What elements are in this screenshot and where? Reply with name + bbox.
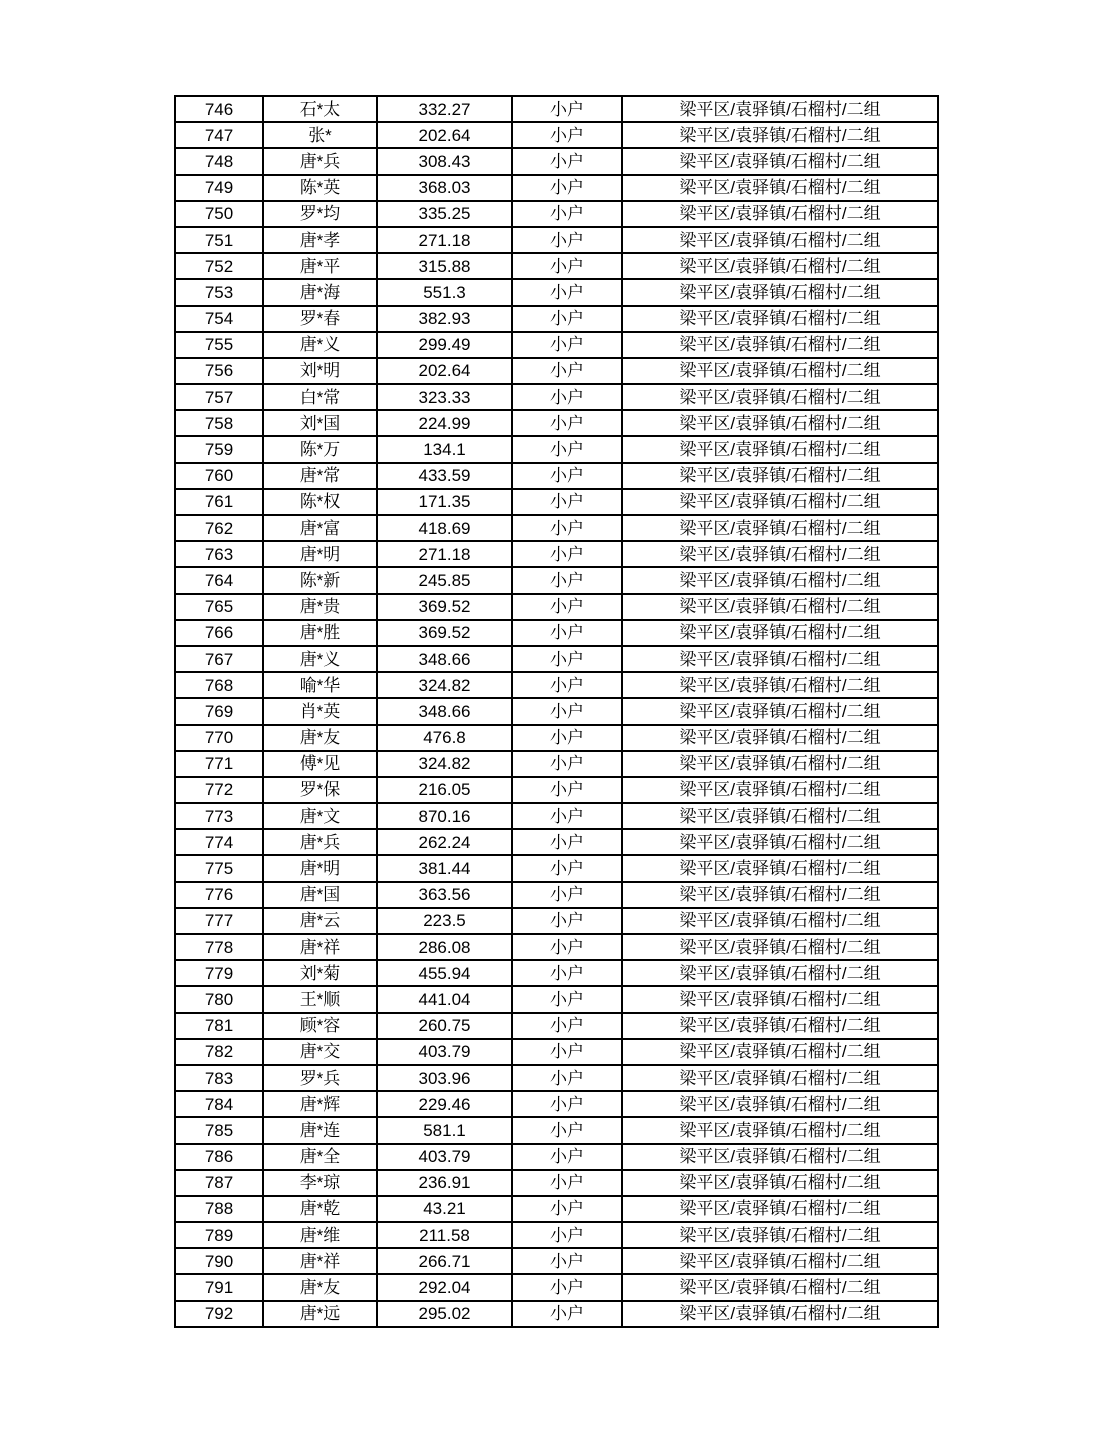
cell-serial: 777 <box>175 908 263 934</box>
table-row <box>175 410 938 436</box>
cell-name: 唐*兵 <box>263 148 377 174</box>
cell-name: 唐*富 <box>263 515 377 541</box>
cell-serial: 763 <box>175 541 263 567</box>
table-row <box>175 227 938 253</box>
table-row <box>175 1039 938 1065</box>
table-row <box>175 829 938 855</box>
cell-household-type: 小户 <box>512 594 622 620</box>
cell-name: 唐*祥 <box>263 1248 377 1274</box>
cell-household-type: 小户 <box>512 279 622 305</box>
table-row <box>175 646 938 672</box>
cell-serial: 766 <box>175 620 263 646</box>
table-row <box>175 777 938 803</box>
cell-area: 236.91 <box>377 1170 512 1196</box>
cell-household-type: 小户 <box>512 1274 622 1300</box>
cell-household-type: 小户 <box>512 306 622 332</box>
cell-serial: 784 <box>175 1091 263 1117</box>
cell-serial: 759 <box>175 436 263 462</box>
cell-household-type: 小户 <box>512 332 622 358</box>
cell-household-type: 小户 <box>512 384 622 410</box>
cell-address: 梁平区/袁驿镇/石榴村/二组 <box>622 541 938 567</box>
cell-address: 梁平区/袁驿镇/石榴村/二组 <box>622 567 938 593</box>
cell-address: 梁平区/袁驿镇/石榴村/二组 <box>622 646 938 672</box>
cell-serial: 782 <box>175 1039 263 1065</box>
cell-area: 245.85 <box>377 567 512 593</box>
cell-serial: 756 <box>175 358 263 384</box>
cell-serial: 780 <box>175 986 263 1012</box>
table-row <box>175 567 938 593</box>
cell-area: 324.82 <box>377 672 512 698</box>
cell-area: 455.94 <box>377 960 512 986</box>
cell-address: 梁平区/袁驿镇/石榴村/二组 <box>622 1144 938 1170</box>
cell-area: 381.44 <box>377 855 512 881</box>
cell-serial: 748 <box>175 148 263 174</box>
cell-serial: 767 <box>175 646 263 672</box>
cell-household-type: 小户 <box>512 1065 622 1091</box>
cell-address: 梁平区/袁驿镇/石榴村/二组 <box>622 96 938 122</box>
table-row <box>175 515 938 541</box>
cell-name: 肖*英 <box>263 698 377 724</box>
cell-area: 229.46 <box>377 1091 512 1117</box>
table-row <box>175 1091 938 1117</box>
cell-area: 303.96 <box>377 1065 512 1091</box>
cell-serial: 754 <box>175 306 263 332</box>
cell-address: 梁平区/袁驿镇/石榴村/二组 <box>622 489 938 515</box>
cell-name: 唐*连 <box>263 1117 377 1143</box>
table-row <box>175 96 938 122</box>
table-row <box>175 384 938 410</box>
cell-household-type: 小户 <box>512 1170 622 1196</box>
cell-name: 唐*明 <box>263 855 377 881</box>
cell-household-type: 小户 <box>512 829 622 855</box>
table-row <box>175 1065 938 1091</box>
cell-name: 唐*友 <box>263 725 377 751</box>
cell-area: 202.64 <box>377 358 512 384</box>
cell-area: 224.99 <box>377 410 512 436</box>
table-row <box>175 306 938 332</box>
cell-address: 梁平区/袁驿镇/石榴村/二组 <box>622 882 938 908</box>
cell-household-type: 小户 <box>512 803 622 829</box>
cell-household-type: 小户 <box>512 1222 622 1248</box>
cell-area: 368.03 <box>377 175 512 201</box>
table-row <box>175 201 938 227</box>
cell-address: 梁平区/袁驿镇/石榴村/二组 <box>622 201 938 227</box>
cell-address: 梁平区/袁驿镇/石榴村/二组 <box>622 751 938 777</box>
cell-serial: 764 <box>175 567 263 593</box>
cell-area: 870.16 <box>377 803 512 829</box>
cell-household-type: 小户 <box>512 1196 622 1222</box>
cell-address: 梁平区/袁驿镇/石榴村/二组 <box>622 803 938 829</box>
cell-serial: 786 <box>175 1144 263 1170</box>
cell-serial: 790 <box>175 1248 263 1274</box>
cell-household-type: 小户 <box>512 1144 622 1170</box>
cell-area: 348.66 <box>377 698 512 724</box>
cell-serial: 768 <box>175 672 263 698</box>
cell-area: 292.04 <box>377 1274 512 1300</box>
cell-serial: 755 <box>175 332 263 358</box>
cell-household-type: 小户 <box>512 672 622 698</box>
cell-serial: 778 <box>175 934 263 960</box>
table-row <box>175 175 938 201</box>
cell-serial: 779 <box>175 960 263 986</box>
cell-address: 梁平区/袁驿镇/石榴村/二组 <box>622 725 938 751</box>
cell-name: 李*琼 <box>263 1170 377 1196</box>
cell-name: 刘*明 <box>263 358 377 384</box>
cell-household-type: 小户 <box>512 1039 622 1065</box>
table-row <box>175 1196 938 1222</box>
cell-area: 315.88 <box>377 253 512 279</box>
cell-name: 唐*乾 <box>263 1196 377 1222</box>
table-row <box>175 986 938 1012</box>
cell-serial: 757 <box>175 384 263 410</box>
cell-address: 梁平区/袁驿镇/石榴村/二组 <box>622 279 938 305</box>
cell-serial: 769 <box>175 698 263 724</box>
cell-serial: 751 <box>175 227 263 253</box>
cell-serial: 792 <box>175 1301 263 1327</box>
cell-household-type: 小户 <box>512 620 622 646</box>
cell-area: 433.59 <box>377 463 512 489</box>
cell-name: 顾*容 <box>263 1013 377 1039</box>
cell-area: 581.1 <box>377 1117 512 1143</box>
cell-serial: 772 <box>175 777 263 803</box>
cell-name: 唐*辉 <box>263 1091 377 1117</box>
cell-household-type: 小户 <box>512 986 622 1012</box>
cell-household-type: 小户 <box>512 175 622 201</box>
cell-area: 382.93 <box>377 306 512 332</box>
cell-household-type: 小户 <box>512 1117 622 1143</box>
cell-address: 梁平区/袁驿镇/石榴村/二组 <box>622 1248 938 1274</box>
cell-address: 梁平区/袁驿镇/石榴村/二组 <box>622 436 938 462</box>
table-row <box>175 541 938 567</box>
cell-name: 喻*华 <box>263 672 377 698</box>
cell-address: 梁平区/袁驿镇/石榴村/二组 <box>622 1117 938 1143</box>
table-row <box>175 751 938 777</box>
table-row <box>175 489 938 515</box>
cell-area: 295.02 <box>377 1301 512 1327</box>
cell-household-type: 小户 <box>512 777 622 803</box>
table-row <box>175 908 938 934</box>
cell-address: 梁平区/袁驿镇/石榴村/二组 <box>622 358 938 384</box>
cell-name: 罗*兵 <box>263 1065 377 1091</box>
table-row <box>175 855 938 881</box>
cell-household-type: 小户 <box>512 122 622 148</box>
cell-name: 唐*兵 <box>263 829 377 855</box>
cell-household-type: 小户 <box>512 725 622 751</box>
cell-area: 441.04 <box>377 986 512 1012</box>
table-row <box>175 1013 938 1039</box>
cell-area: 369.52 <box>377 620 512 646</box>
table-row <box>175 725 938 751</box>
cell-name: 唐*全 <box>263 1144 377 1170</box>
cell-area: 403.79 <box>377 1144 512 1170</box>
cell-area: 211.58 <box>377 1222 512 1248</box>
table-row <box>175 148 938 174</box>
cell-serial: 747 <box>175 122 263 148</box>
table-row <box>175 1222 938 1248</box>
cell-address: 梁平区/袁驿镇/石榴村/二组 <box>622 122 938 148</box>
cell-address: 梁平区/袁驿镇/石榴村/二组 <box>622 148 938 174</box>
cell-address: 梁平区/袁驿镇/石榴村/二组 <box>622 332 938 358</box>
cell-household-type: 小户 <box>512 515 622 541</box>
cell-area: 271.18 <box>377 541 512 567</box>
cell-household-type: 小户 <box>512 567 622 593</box>
cell-serial: 773 <box>175 803 263 829</box>
cell-area: 43.21 <box>377 1196 512 1222</box>
cell-household-type: 小户 <box>512 436 622 462</box>
table-row <box>175 1274 938 1300</box>
cell-address: 梁平区/袁驿镇/石榴村/二组 <box>622 515 938 541</box>
cell-name: 唐*国 <box>263 882 377 908</box>
cell-household-type: 小户 <box>512 96 622 122</box>
cell-household-type: 小户 <box>512 908 622 934</box>
cell-serial: 776 <box>175 882 263 908</box>
cell-household-type: 小户 <box>512 934 622 960</box>
cell-serial: 775 <box>175 855 263 881</box>
cell-name: 唐*明 <box>263 541 377 567</box>
cell-area: 308.43 <box>377 148 512 174</box>
cell-address: 梁平区/袁驿镇/石榴村/二组 <box>622 1091 938 1117</box>
table-row <box>175 594 938 620</box>
cell-address: 梁平区/袁驿镇/石榴村/二组 <box>622 227 938 253</box>
cell-name: 唐*海 <box>263 279 377 305</box>
cell-name: 罗*春 <box>263 306 377 332</box>
cell-serial: 758 <box>175 410 263 436</box>
cell-name: 唐*孝 <box>263 227 377 253</box>
cell-household-type: 小户 <box>512 201 622 227</box>
table-row <box>175 1248 938 1274</box>
cell-name: 罗*均 <box>263 201 377 227</box>
cell-household-type: 小户 <box>512 541 622 567</box>
table-row <box>175 1144 938 1170</box>
cell-area: 266.71 <box>377 1248 512 1274</box>
cell-name: 唐*文 <box>263 803 377 829</box>
cell-area: 403.79 <box>377 1039 512 1065</box>
cell-name: 傅*见 <box>263 751 377 777</box>
cell-name: 白*常 <box>263 384 377 410</box>
table-row <box>175 882 938 908</box>
cell-address: 梁平区/袁驿镇/石榴村/二组 <box>622 1013 938 1039</box>
cell-household-type: 小户 <box>512 358 622 384</box>
cell-address: 梁平区/袁驿镇/石榴村/二组 <box>622 829 938 855</box>
cell-name: 王*顺 <box>263 986 377 1012</box>
cell-area: 335.25 <box>377 201 512 227</box>
cell-area: 134.1 <box>377 436 512 462</box>
table-row <box>175 672 938 698</box>
cell-name: 石*太 <box>263 96 377 122</box>
cell-address: 梁平区/袁驿镇/石榴村/二组 <box>622 1196 938 1222</box>
table-row <box>175 463 938 489</box>
cell-serial: 765 <box>175 594 263 620</box>
cell-serial: 753 <box>175 279 263 305</box>
cell-household-type: 小户 <box>512 410 622 436</box>
cell-household-type: 小户 <box>512 1013 622 1039</box>
cell-name: 唐*维 <box>263 1222 377 1248</box>
table-row <box>175 279 938 305</box>
cell-area: 299.49 <box>377 332 512 358</box>
cell-household-type: 小户 <box>512 489 622 515</box>
cell-name: 陈*英 <box>263 175 377 201</box>
cell-area: 216.05 <box>377 777 512 803</box>
cell-name: 刘*菊 <box>263 960 377 986</box>
cell-address: 梁平区/袁驿镇/石榴村/二组 <box>622 1274 938 1300</box>
cell-address: 梁平区/袁驿镇/石榴村/二组 <box>622 175 938 201</box>
cell-address: 梁平区/袁驿镇/石榴村/二组 <box>622 384 938 410</box>
table-row <box>175 620 938 646</box>
cell-address: 梁平区/袁驿镇/石榴村/二组 <box>622 934 938 960</box>
cell-serial: 774 <box>175 829 263 855</box>
records-table <box>174 95 939 1328</box>
cell-serial: 781 <box>175 1013 263 1039</box>
cell-name: 唐*交 <box>263 1039 377 1065</box>
table-row <box>175 436 938 462</box>
cell-address: 梁平区/袁驿镇/石榴村/二组 <box>622 908 938 934</box>
cell-address: 梁平区/袁驿镇/石榴村/二组 <box>622 1222 938 1248</box>
table-row <box>175 1117 938 1143</box>
cell-area: 348.66 <box>377 646 512 672</box>
cell-area: 363.56 <box>377 882 512 908</box>
cell-household-type: 小户 <box>512 1301 622 1327</box>
cell-serial: 750 <box>175 201 263 227</box>
cell-household-type: 小户 <box>512 227 622 253</box>
cell-household-type: 小户 <box>512 646 622 672</box>
cell-area: 271.18 <box>377 227 512 253</box>
cell-household-type: 小户 <box>512 463 622 489</box>
cell-address: 梁平区/袁驿镇/石榴村/二组 <box>622 306 938 332</box>
cell-name: 张* <box>263 122 377 148</box>
cell-serial: 746 <box>175 96 263 122</box>
cell-address: 梁平区/袁驿镇/石榴村/二组 <box>622 1039 938 1065</box>
cell-name: 唐*贵 <box>263 594 377 620</box>
cell-address: 梁平区/袁驿镇/石榴村/二组 <box>622 594 938 620</box>
cell-area: 324.82 <box>377 751 512 777</box>
cell-household-type: 小户 <box>512 751 622 777</box>
cell-household-type: 小户 <box>512 855 622 881</box>
cell-serial: 791 <box>175 1274 263 1300</box>
table-row <box>175 1301 938 1327</box>
cell-address: 梁平区/袁驿镇/石榴村/二组 <box>622 672 938 698</box>
cell-serial: 771 <box>175 751 263 777</box>
table-row <box>175 253 938 279</box>
cell-serial: 787 <box>175 1170 263 1196</box>
cell-address: 梁平区/袁驿镇/石榴村/二组 <box>622 1170 938 1196</box>
table-row <box>175 1170 938 1196</box>
cell-area: 202.64 <box>377 122 512 148</box>
cell-serial: 749 <box>175 175 263 201</box>
cell-address: 梁平区/袁驿镇/石榴村/二组 <box>622 463 938 489</box>
cell-address: 梁平区/袁驿镇/石榴村/二组 <box>622 960 938 986</box>
cell-area: 262.24 <box>377 829 512 855</box>
cell-name: 唐*胜 <box>263 620 377 646</box>
table-row <box>175 698 938 724</box>
table-row <box>175 960 938 986</box>
cell-address: 梁平区/袁驿镇/石榴村/二组 <box>622 620 938 646</box>
cell-area: 223.5 <box>377 908 512 934</box>
cell-name: 刘*国 <box>263 410 377 436</box>
cell-serial: 785 <box>175 1117 263 1143</box>
cell-name: 唐*义 <box>263 646 377 672</box>
cell-name: 唐*云 <box>263 908 377 934</box>
cell-household-type: 小户 <box>512 148 622 174</box>
cell-area: 171.35 <box>377 489 512 515</box>
cell-address: 梁平区/袁驿镇/石榴村/二组 <box>622 986 938 1012</box>
cell-address: 梁平区/袁驿镇/石榴村/二组 <box>622 410 938 436</box>
cell-serial: 752 <box>175 253 263 279</box>
cell-area: 369.52 <box>377 594 512 620</box>
cell-household-type: 小户 <box>512 1248 622 1274</box>
cell-household-type: 小户 <box>512 960 622 986</box>
cell-serial: 789 <box>175 1222 263 1248</box>
cell-address: 梁平区/袁驿镇/石榴村/二组 <box>622 698 938 724</box>
cell-name: 唐*平 <box>263 253 377 279</box>
cell-serial: 762 <box>175 515 263 541</box>
table-row <box>175 122 938 148</box>
cell-area: 286.08 <box>377 934 512 960</box>
cell-name: 陈*新 <box>263 567 377 593</box>
table-row <box>175 934 938 960</box>
cell-address: 梁平区/袁驿镇/石榴村/二组 <box>622 855 938 881</box>
table-row <box>175 803 938 829</box>
cell-household-type: 小户 <box>512 253 622 279</box>
cell-name: 陈*万 <box>263 436 377 462</box>
cell-serial: 788 <box>175 1196 263 1222</box>
cell-name: 陈*权 <box>263 489 377 515</box>
cell-name: 唐*祥 <box>263 934 377 960</box>
cell-area: 260.75 <box>377 1013 512 1039</box>
cell-name: 唐*义 <box>263 332 377 358</box>
cell-address: 梁平区/袁驿镇/石榴村/二组 <box>622 253 938 279</box>
table-row <box>175 332 938 358</box>
cell-household-type: 小户 <box>512 698 622 724</box>
cell-address: 梁平区/袁驿镇/石榴村/二组 <box>622 1065 938 1091</box>
cell-name: 唐*常 <box>263 463 377 489</box>
cell-name: 唐*友 <box>263 1274 377 1300</box>
cell-serial: 760 <box>175 463 263 489</box>
cell-household-type: 小户 <box>512 1091 622 1117</box>
cell-name: 唐*远 <box>263 1301 377 1327</box>
table-row <box>175 358 938 384</box>
cell-area: 476.8 <box>377 725 512 751</box>
cell-area: 332.27 <box>377 96 512 122</box>
cell-serial: 783 <box>175 1065 263 1091</box>
cell-area: 418.69 <box>377 515 512 541</box>
cell-address: 梁平区/袁驿镇/石榴村/二组 <box>622 1301 938 1327</box>
cell-area: 551.3 <box>377 279 512 305</box>
cell-serial: 770 <box>175 725 263 751</box>
cell-household-type: 小户 <box>512 882 622 908</box>
cell-address: 梁平区/袁驿镇/石榴村/二组 <box>622 777 938 803</box>
records-table-body <box>175 96 938 1327</box>
cell-serial: 761 <box>175 489 263 515</box>
cell-name: 罗*保 <box>263 777 377 803</box>
cell-area: 323.33 <box>377 384 512 410</box>
